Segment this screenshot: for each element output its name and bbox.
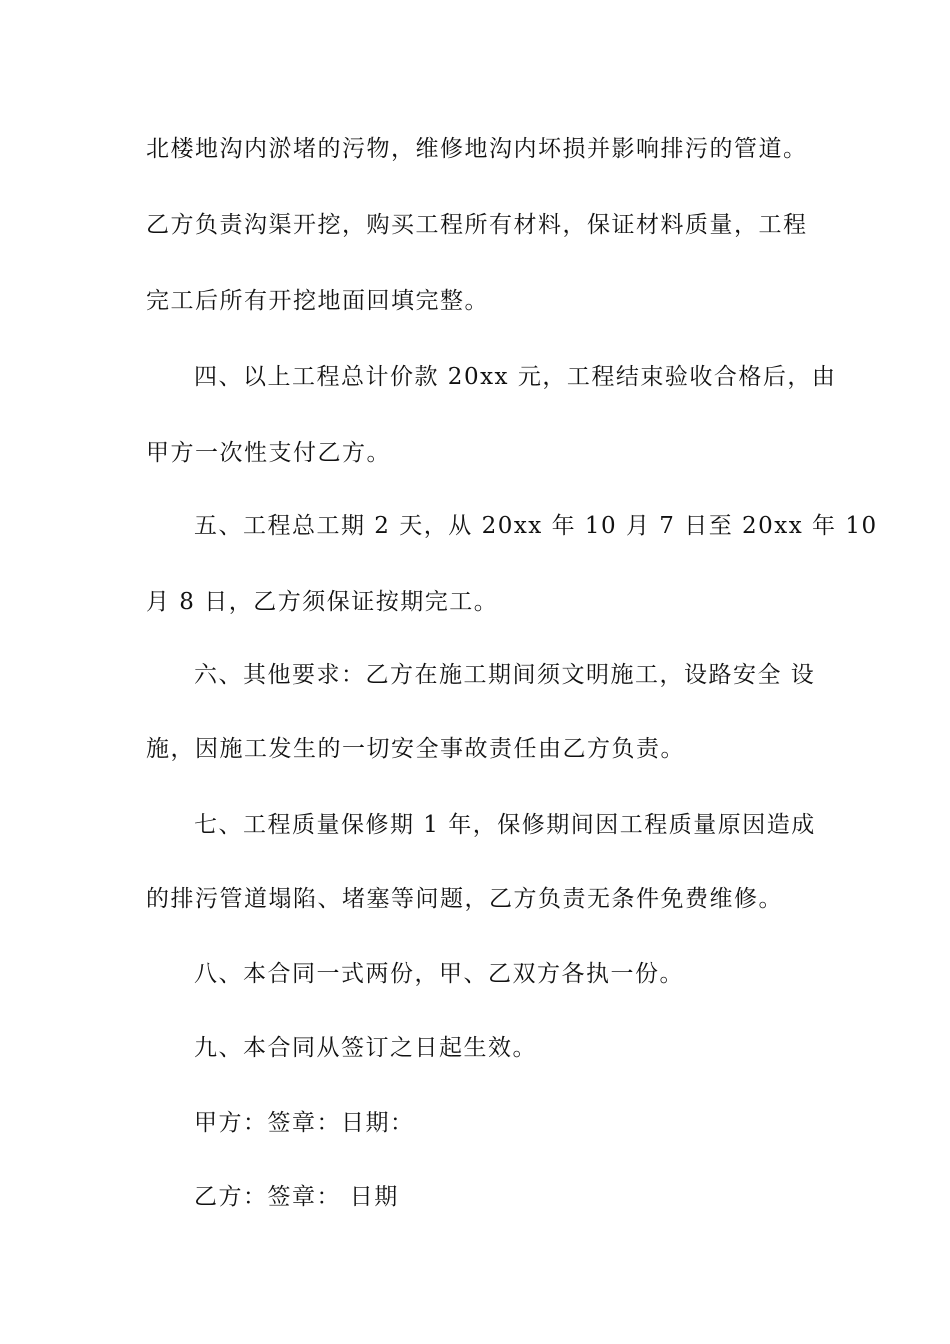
- party-a-signature-line: 甲方：签章：日期：: [194, 1110, 415, 1136]
- clause-5-line-1: 五、工程总工期 2 天，从 20xx 年 10 月 7 日至 20xx 年 10: [194, 513, 878, 539]
- party-b-signature-line: 乙方：签章： 日期: [194, 1184, 399, 1210]
- clause-8-line: 八、本合同一式两份，甲、乙双方各执一份。: [194, 961, 684, 987]
- clause-4-line-1: 四、以上工程总计价款 20xx 元，工程结束验收合格后，由: [194, 364, 837, 390]
- text-line-2: 乙方负责沟渠开挖，购买工程所有材料，保证材料质量，工程: [146, 212, 808, 238]
- clause-7-line-1: 七、工程质量保修期 1 年，保修期间因工程质量原因造成: [194, 812, 816, 838]
- clause-5-line-2: 月 8 日，乙方须保证按期完工。: [146, 589, 499, 615]
- text-line-3: 完工后所有开挖地面回填完整。: [146, 288, 489, 314]
- clause-9-line: 九、本合同从签订之日起生效。: [194, 1035, 537, 1061]
- clause-4-line-2: 甲方一次性支付乙方。: [146, 440, 391, 466]
- clause-6-line-2: 施，因施工发生的一切安全事故责任由乙方负责。: [146, 736, 685, 762]
- clause-7-line-2: 的排污管道塌陷、堵塞等问题，乙方负责无条件免费维修。: [146, 886, 783, 912]
- text-line-1: 北楼地沟内淤堵的污物，维修地沟内坏损并影响排污的管道。: [146, 136, 808, 162]
- clause-6-line-1: 六、其他要求：乙方在施工期间须文明施工，设路安全 设: [194, 662, 816, 688]
